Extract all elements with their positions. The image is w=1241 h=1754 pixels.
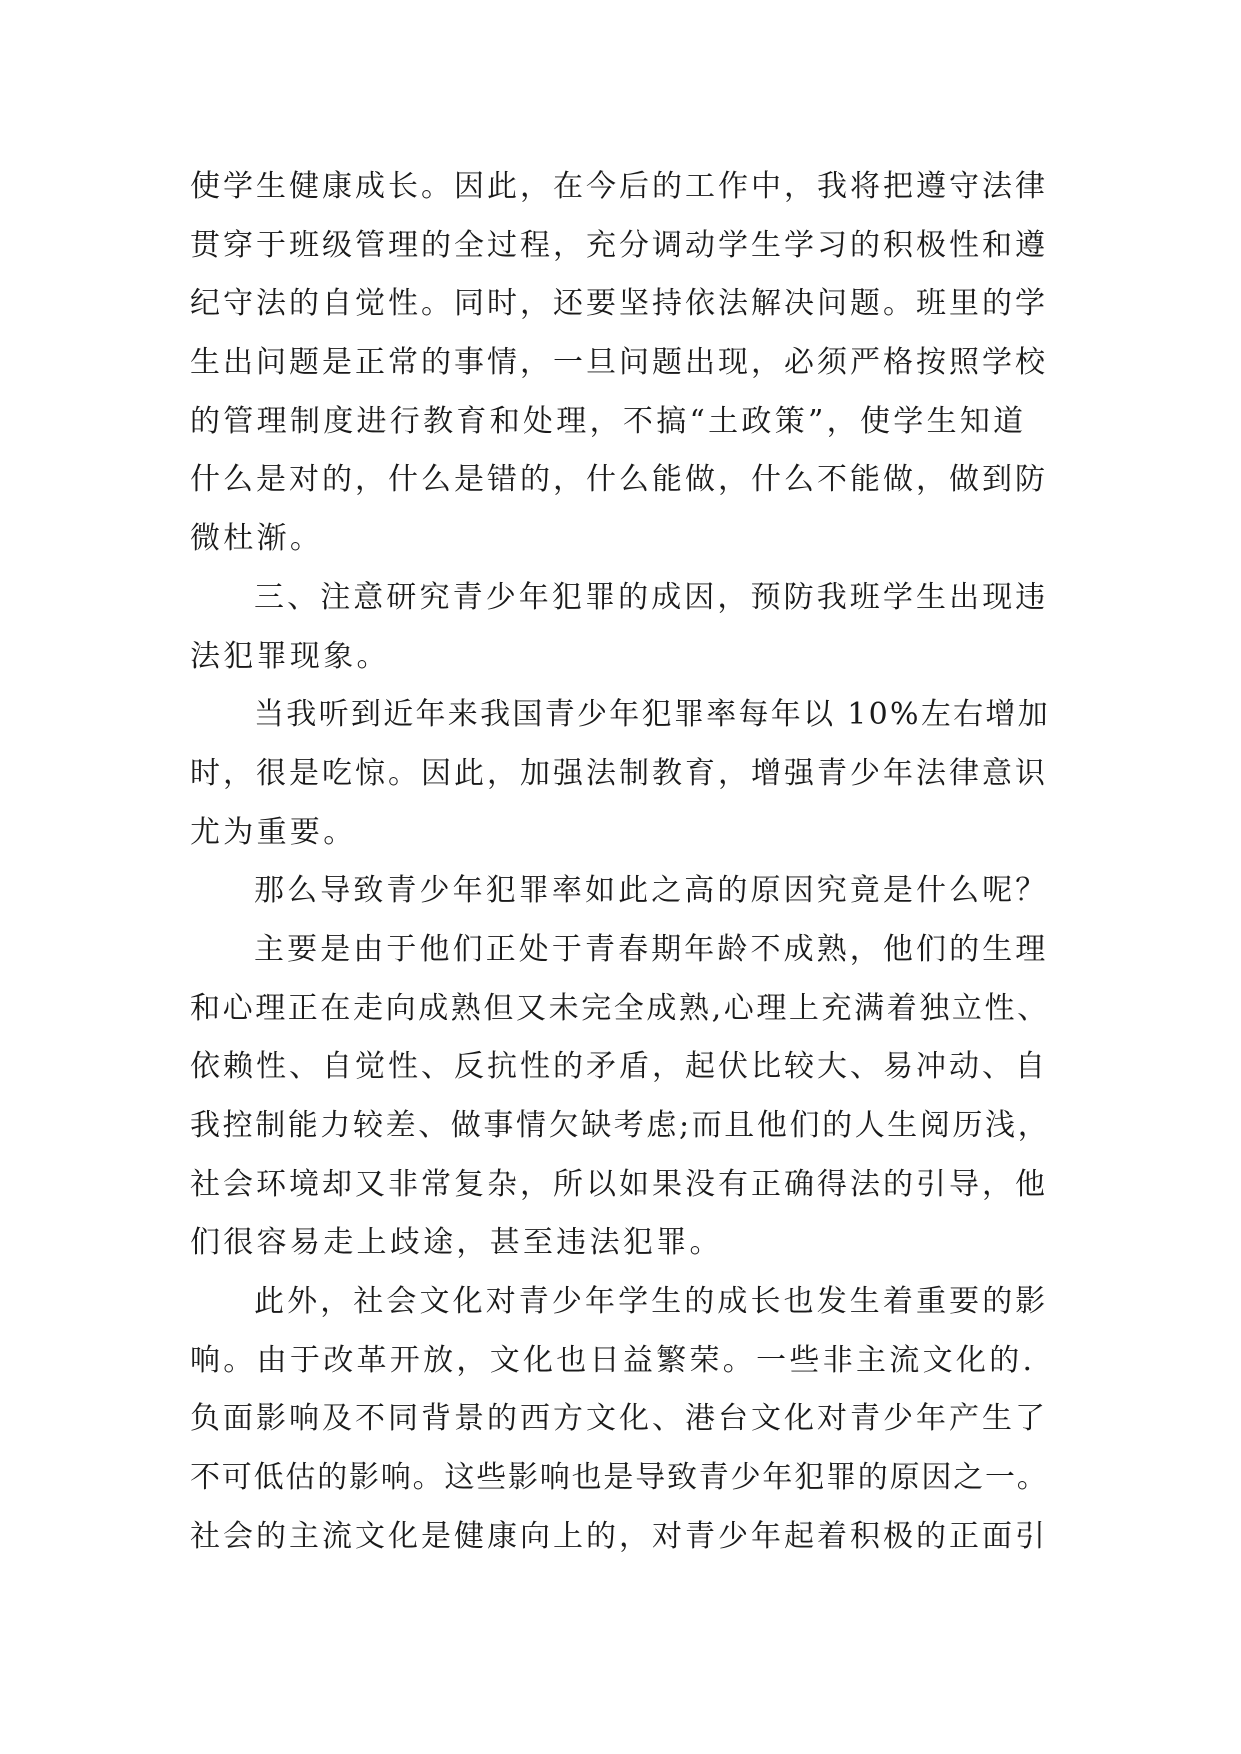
text-line: 当我听到近年来我国青少年犯罪率每年以 10%左右增加 (254, 697, 1051, 733)
text-line: 响。由于改革开放，文化也日益繁荣。一些非主流文化的. (190, 1342, 1036, 1378)
text-line: 微杜渐。 (190, 521, 324, 557)
text-line: 不可低估的影响。这些影响也是导致青少年犯罪的原因之一。 (190, 1460, 1049, 1496)
section-heading-line: 法犯罪现象。 (190, 638, 390, 674)
text-line: 社会环境却又非常复杂，所以如果没有正确得法的引导，他 (190, 1166, 1048, 1202)
text-line: 的管理制度进行教育和处理，不搞“土政策”，使学生知道 (190, 403, 1027, 439)
text-line: 负面影响及不同背景的西方文化、港台文化对青少年产生了 (190, 1401, 1048, 1437)
text-line: 依赖性、自觉性、反抗性的矛盾，起伏比较大、易冲动、自 (190, 1049, 1048, 1085)
text-line: 生出问题是正常的事情，一旦问题出现，必须严格按照学校 (190, 345, 1048, 381)
text-line: 社会的主流文化是健康向上的，对青少年起着积极的正面引 (190, 1518, 1048, 1554)
text-line: 时，很是吃惊。因此，加强法制教育，增强青少年法律意识 (190, 755, 1048, 791)
text-line: 贯穿于班级管理的全过程，充分调动学生学习的积极性和遵 (190, 227, 1048, 263)
text-line: 纪守法的自觉性。同时，还要坚持依法解决问题。班里的学 (190, 286, 1048, 322)
section-heading-line: 三、注意研究青少年犯罪的成因，预防我班学生出现违 (254, 579, 1049, 615)
text-line: 使学生健康成长。因此，在今后的工作中，我将把遵守法律 (190, 169, 1048, 204)
text-line: 和心理正在走向成熟但又未完全成熟,心理上充满着独立性、 (190, 990, 1050, 1026)
text-line: 什么是对的，什么是错的，什么能做，什么不能做，做到防 (190, 462, 1048, 498)
text-line: 我控制能力较差、做事情欠缺考虑;而且他们的人生阅历浅， (190, 1108, 1051, 1143)
text-line: 们很容易走上歧途，甚至违法犯罪。 (190, 1225, 723, 1261)
text-line: 那么导致青少年犯罪率如此之高的原因究竟是什么呢？ (254, 873, 1049, 909)
text-line: 此外，社会文化对青少年学生的成长也发生着重要的影 (254, 1284, 1049, 1320)
text-line: 主要是由于他们正处于青春期年龄不成熟，他们的生理 (254, 931, 1049, 967)
document-body (190, 158, 1050, 1567)
text-line: 尤为重要。 (190, 814, 357, 850)
